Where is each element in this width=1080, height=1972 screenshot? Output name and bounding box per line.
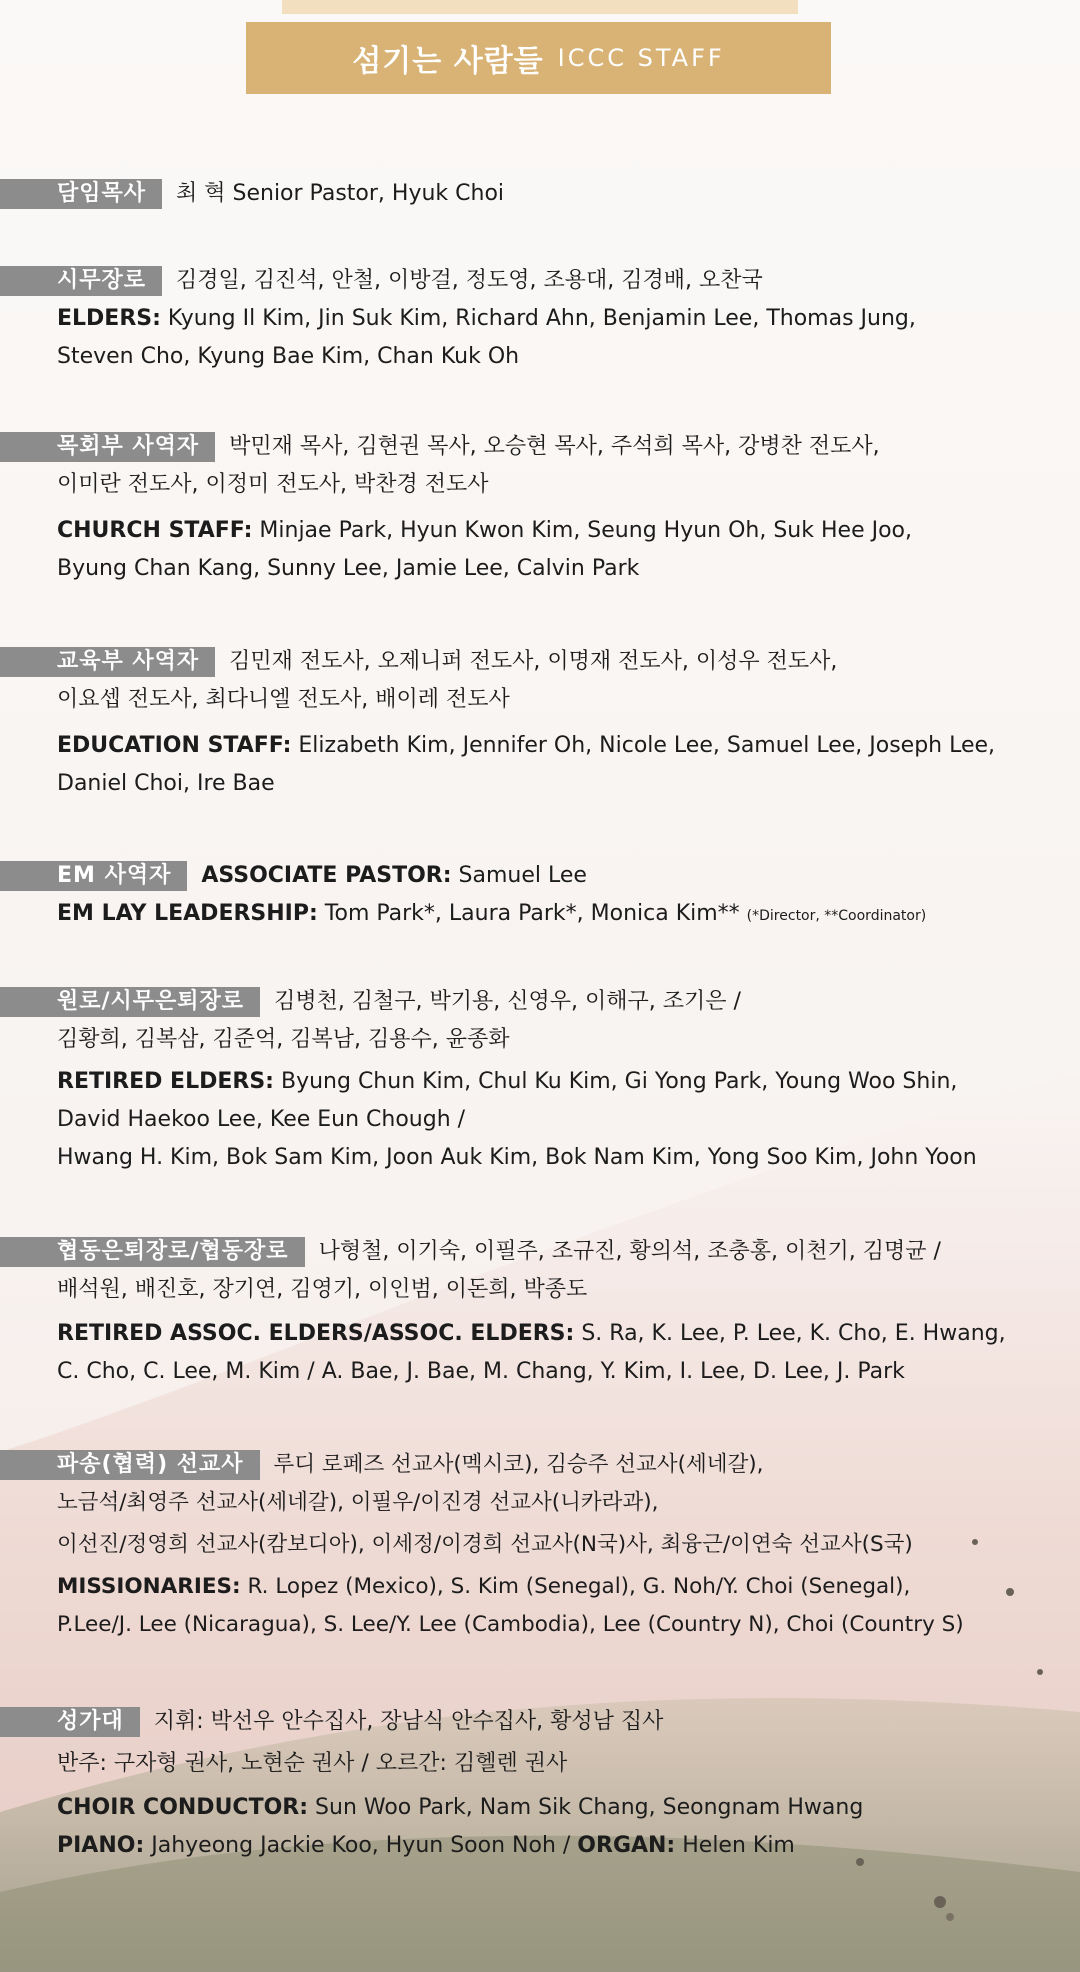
section-label: 담임목사 <box>0 179 162 209</box>
section-line <box>0 681 1080 719</box>
section-missionaries <box>0 1446 1080 1644</box>
section-retired-elders <box>0 983 1080 1177</box>
section-line <box>0 1271 1080 1309</box>
section-line <box>0 1353 1080 1391</box>
assoc-elders-ko-line: 배석원, 배진호, 장기연, 김영기, 이인범, 이돈희, 박종도 <box>57 1277 588 1302</box>
em-lay-label: EM LAY LEADERSHIP: <box>57 901 318 926</box>
church-staff-en-label: CHURCH STAFF: <box>57 518 253 543</box>
section-label: 협동은퇴장로/협동장로 <box>0 1237 305 1267</box>
section-line <box>0 550 1080 588</box>
section-label: 성가대 <box>0 1707 140 1737</box>
piano-label: PIANO: <box>57 1833 145 1858</box>
associate-pastor-value: Samuel Lee <box>458 863 587 888</box>
missionaries-ko-line: 이선진/정영희 선교사(캄보디아), 이세정/이경희 선교사(N국)사, 최융근/이연숙 선교사(S국) <box>57 1532 913 1557</box>
section-label: 교육부 사역자 <box>0 647 215 677</box>
section-assoc-elders <box>0 1233 1080 1391</box>
associate-pastor-label: ASSOCIATE PASTOR: <box>201 863 452 888</box>
elders-en-line: Steven Cho, Kyung Bae Kim, Chan Kuk Oh <box>57 344 520 369</box>
section-church-staff <box>0 428 1080 588</box>
section-line <box>0 338 1080 376</box>
section-line <box>0 300 1080 338</box>
section-line <box>0 1827 1080 1865</box>
section-label: 파송(협력) 선교사 <box>0 1450 260 1480</box>
retired-elders-en-line: Byung Chun Kim, Chul Ku Kim, Gi Yong Park, Young Woo Shin, <box>280 1069 958 1094</box>
section-line <box>0 1789 1080 1827</box>
choir-conductor-value: Sun Woo Park, Nam Sik Chang, Seongnam Hwang <box>315 1795 864 1820</box>
section-line <box>0 1703 1080 1741</box>
section-label: 원로/시무은퇴장로 <box>0 987 260 1017</box>
section-line <box>0 1484 1080 1522</box>
retired-elders-en-line: Hwang H. Kim, Bok Sam Kim, Joon Auk Kim, Bok Nam Kim, Yong Soo Kim, John Yoon <box>57 1145 977 1170</box>
section-line <box>0 466 1080 504</box>
section-line <box>0 512 1080 550</box>
section-senior-pastor <box>0 175 1080 213</box>
education-staff-ko-line: 이요셉 전도사, 최다니엘 전도사, 배이레 전도사 <box>57 687 510 712</box>
church-staff-ko-line: 이미란 전도사, 이정미 전도사, 박찬경 전도사 <box>57 472 489 497</box>
section-line <box>0 643 1080 681</box>
education-staff-en-line: Daniel Choi, Ire Bae <box>57 771 275 796</box>
elders-en-label: ELDERS: <box>57 306 161 331</box>
section-label: 시무장로 <box>0 266 162 296</box>
assoc-elders-en-line: C. Cho, C. Lee, M. Kim / A. Bae, J. Bae, M. Chang, Y. Kim, I. Lee, D. Lee, J. Park <box>57 1359 905 1384</box>
section-label: 목회부 사역자 <box>0 432 215 462</box>
choir-ko: 지휘: 박선우 안수집사, 장남식 안수집사, 황성남 집사 <box>153 1709 664 1734</box>
section-line <box>0 1526 1080 1564</box>
choir-conductor-label: CHOIR CONDUCTOR: <box>57 1795 309 1820</box>
education-staff-ko: 김민재 전도사, 오제니퍼 전도사, 이명재 전도사, 이성우 전도사, <box>229 649 838 674</box>
section-em-staff <box>0 857 1080 933</box>
section-line <box>0 1568 1080 1606</box>
missionaries-ko-line: 노금석/최영주 선교사(세네갈), 이필우/이진경 선교사(니카라과), <box>57 1490 659 1515</box>
missionaries-ko: 루디 로페즈 선교사(멕시코), 김승주 선교사(세네갈), <box>273 1452 764 1477</box>
organ-label: ORGAN: <box>577 1833 676 1858</box>
missionaries-en-line: P.Lee/J. Lee (Nicaragua), S. Lee/Y. Lee (Cambodia), Lee (Country N), Choi (Country S) <box>57 1612 964 1637</box>
em-lay-value: Tom Park*, Laura Park*, Monica Kim** <box>324 901 740 926</box>
section-line <box>0 765 1080 803</box>
piano-value: Jahyeong Jackie Koo, Hyun Soon Noh / <box>151 1833 571 1858</box>
assoc-elders-en-label: RETIRED ASSOC. ELDERS/ASSOC. ELDERS: <box>57 1321 575 1346</box>
section-line <box>0 1315 1080 1353</box>
section-elders <box>0 262 1080 376</box>
assoc-elders-en-line: S. Ra, K. Lee, P. Lee, K. Cho, E. Hwang, <box>581 1321 1006 1346</box>
title-banner <box>246 22 831 94</box>
section-line <box>0 1021 1080 1059</box>
senior-pastor-text: 최 혁 Senior Pastor, Hyuk Choi <box>176 181 505 206</box>
church-staff-en-line: Minjae Park, Hyun Kwon Kim, Seung Hyun Oh, Suk Hee Joo, <box>259 518 912 543</box>
retired-elders-en-line: David Haekoo Lee, Kee Eun Chough / <box>57 1107 466 1132</box>
section-choir <box>0 1703 1080 1865</box>
title-en: ICCC STAFF <box>557 44 725 72</box>
em-lay-note: (*Director, **Coordinator) <box>746 908 927 924</box>
organ-value: Helen Kim <box>682 1833 795 1858</box>
missionaries-en-label: MISSIONARIES: <box>57 1574 241 1599</box>
elders-en-line: Kyung Il Kim, Jin Suk Kim, Richard Ahn, Benjamin Lee, Thomas Jung, <box>167 306 916 331</box>
retired-elders-ko: 김병천, 김철구, 박기용, 신영우, 이해구, 조기은 / <box>274 989 741 1014</box>
church-staff-ko: 박민재 목사, 김현권 목사, 오승현 목사, 주석희 목사, 강병찬 전도사, <box>229 434 880 459</box>
section-line <box>0 895 1080 933</box>
section-line <box>0 1745 1080 1783</box>
education-staff-en-label: EDUCATION STAFF: <box>57 733 292 758</box>
section-education-staff <box>0 643 1080 803</box>
title-ko: 섬기는 사람들 <box>352 44 544 79</box>
section-line <box>0 175 1080 213</box>
section-line <box>0 428 1080 466</box>
choir-ko-line: 반주: 구자형 권사, 노현순 권사 / 오르간: 김헬렌 권사 <box>57 1751 568 1776</box>
section-line <box>0 857 1080 895</box>
section-line <box>0 1063 1080 1101</box>
section-line <box>0 727 1080 765</box>
retired-elders-ko-line: 김황희, 김복삼, 김준억, 김복남, 김용수, 윤종화 <box>57 1027 510 1052</box>
top-tab <box>282 0 798 14</box>
section-line <box>0 1101 1080 1139</box>
section-line <box>0 1606 1080 1644</box>
elders-ko: 김경일, 김진석, 안철, 이방걸, 정도영, 조용대, 김경배, 오찬국 <box>176 268 763 293</box>
section-line <box>0 983 1080 1021</box>
missionaries-en-line: R. Lopez (Mexico), S. Kim (Senegal), G. Noh/Y. Choi (Senegal), <box>247 1574 911 1599</box>
section-line <box>0 1446 1080 1484</box>
education-staff-en-line: Elizabeth Kim, Jennifer Oh, Nicole Lee, Samuel Lee, Joseph Lee, <box>298 733 996 758</box>
assoc-elders-ko: 나형철, 이기숙, 이필주, 조규진, 황의석, 조충홍, 이천기, 김명균 / <box>318 1239 941 1264</box>
section-line <box>0 1233 1080 1271</box>
section-label: EM 사역자 <box>0 861 187 891</box>
section-line <box>0 262 1080 300</box>
retired-elders-en-label: RETIRED ELDERS: <box>57 1069 274 1094</box>
church-staff-en-line: Byung Chan Kang, Sunny Lee, Jamie Lee, Calvin Park <box>57 556 640 581</box>
section-line <box>0 1139 1080 1177</box>
